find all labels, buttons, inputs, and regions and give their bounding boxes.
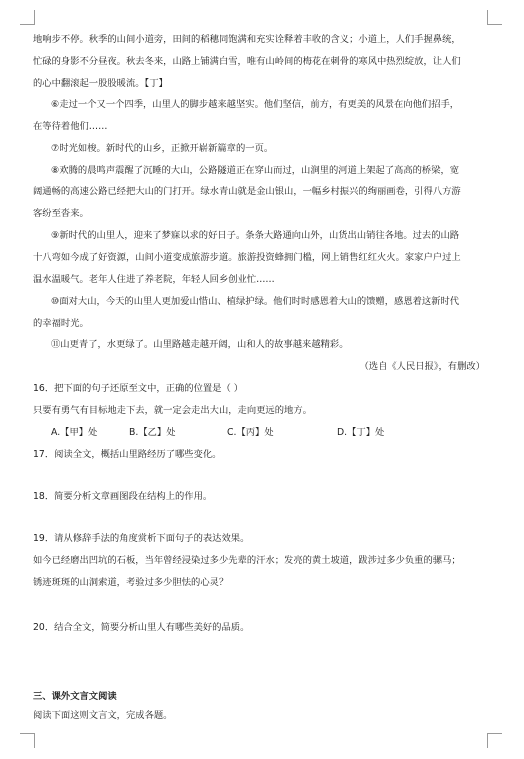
question-19-stem: 19．请从修辞手法的角度赏析下面句子的表达效果。 (33, 533, 250, 544)
article-line: ⑦时光如梭。新时代的山乡，正掀开崭新篇章的一页。 (51, 143, 274, 154)
article-line: 忙碌的身影不分昼夜。秋去冬来，山路上铺满白雪，唯有山岭间的梅花在刺骨的寒风中热烈绽放，让人们 (33, 56, 461, 67)
article-line: 十八弯如今成了好资源，山间小道变成旅游步道。旅游投资蜂拥门槛，网上销售红红火火。家家户户过上 (33, 252, 461, 263)
article-line: ⑨新时代的山里人，迎来了梦寐以求的好日子。条条大路通向山外，山货出山销往各地。过去的山路 (51, 230, 460, 241)
article-line: 温水温暖气。老年人住进了养老院，年轻人回乡创业忙…… (33, 274, 275, 285)
question-18: 18．简要分析文章画图段在结构上的作用。 (33, 491, 213, 502)
question-16-options (51, 427, 451, 439)
question-20: 20．结合全文，简要分析山里人有哪些美好的品质。 (33, 622, 250, 633)
question-19-line: 锈迹斑斑的山洞索道，考验过多少胆怯的心灵？ (33, 577, 229, 588)
crop-mark-bottom-left (20, 733, 35, 748)
section-3-title: 三、课外文言文阅读 (33, 691, 117, 702)
article-source: （选自《人民日报》，有删改） (359, 361, 485, 372)
article-line: ⑩面对大山，今天的山里人更加爱山惜山、植绿护绿。他们时时感恩着大山的馈赠，感恩着这新时代 (51, 296, 460, 307)
question-16-sentence: 只要有勇气有目标地走下去，就一定会走出大山，走向更远的地方。 (33, 405, 312, 416)
article-line: ⑧欢腾的晨鸣声震醒了沉睡的大山，公路隧道正在穿山而过，山涧里的河道上架起了高高的桥梁，宽 (51, 165, 460, 176)
question-17: 17．阅读全文，概括山里路经历了哪些变化。 (33, 449, 222, 460)
article-line: ⑪山更青了，水更绿了。山里路越走越开阔，山和人的故事越来越精彩。 (51, 339, 349, 350)
article-line: 客纷至沓来。 (33, 208, 89, 219)
option-d[interactable]: D.【丁】处 (337, 427, 385, 438)
option-c[interactable]: C.【丙】处 (227, 427, 274, 438)
option-a[interactable]: A.【甲】处 (51, 427, 98, 438)
article-line: 在等待着他们…… (33, 121, 108, 132)
article-line: 阔通畅的高速公路已经把大山的门打开。绿水青山就是金山银山，一幅乡村振兴的绚丽画卷，引得八方游 (33, 186, 461, 197)
section-3-instruction: 阅读下面这则文言文，完成各题。 (33, 710, 173, 721)
article-line: 的幸福时光。 (33, 318, 89, 329)
article-line: 地响步不停。秋季的山间小道旁，田间的稻穗同饱满和充实诠释着丰收的含义；小道上，人们手握鼻统， (33, 34, 461, 45)
article-line: ⑥走过一个又一个四季，山里人的脚步越来越坚实。他们坚信，前方，有更美的风景在向他们招手， (51, 99, 460, 110)
article-line: 的心中翻滚起一股股暖流。【丁】 (33, 78, 168, 89)
crop-mark-bottom-right (487, 733, 502, 748)
crop-mark-top-left (20, 10, 35, 25)
option-b[interactable]: B.【乙】处 (129, 427, 176, 438)
crop-mark-top-right (487, 10, 502, 25)
question-16-stem: 16．把下面的句子还原至文中，正确的位置是（ ） (33, 383, 244, 394)
question-19-line: 如今已经磨出凹坑的石板，当年曾经浸染过多少先辈的汗水；发亮的黄土坡道，跋涉过多少负重的骡马； (33, 555, 461, 566)
